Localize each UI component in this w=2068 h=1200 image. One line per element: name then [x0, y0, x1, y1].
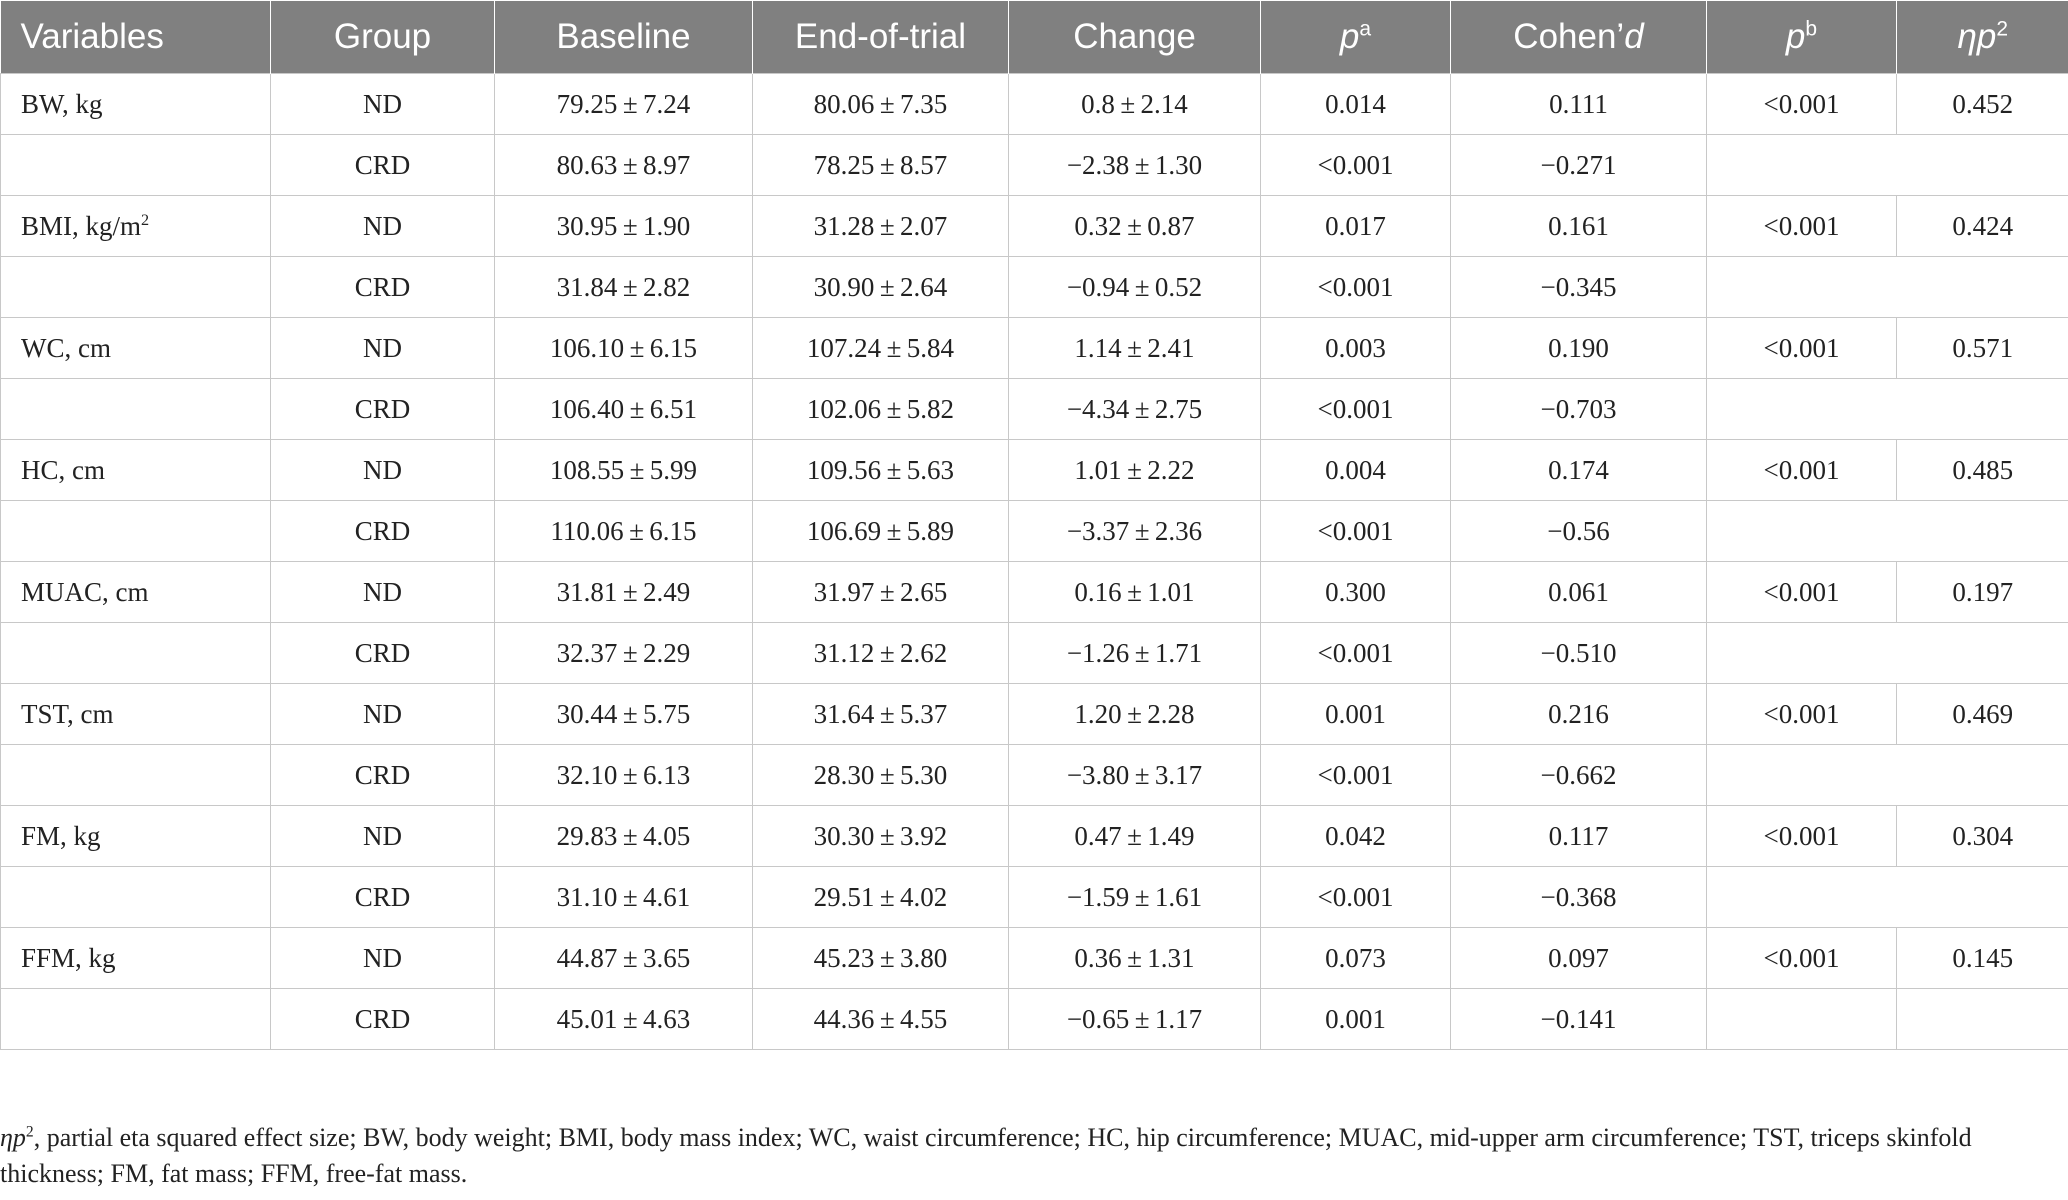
- p-b-cell: <0.001: [1707, 684, 1897, 745]
- baseline-cell: 29.83 ± 4.05: [495, 806, 753, 867]
- change-cell: −4.34 ± 2.75: [1009, 379, 1261, 440]
- header-variables: Variables: [1, 1, 271, 74]
- p-a-cell: 0.004: [1261, 440, 1451, 501]
- p-a-cell: <0.001: [1261, 867, 1451, 928]
- eta-p-squared-cell-empty: [1897, 257, 2068, 318]
- variable-cell: MUAC, cm: [1, 562, 271, 623]
- cohen-d-cell: 0.161: [1451, 196, 1707, 257]
- change-cell: −0.65 ± 1.17: [1009, 989, 1261, 1050]
- eta-p-squared-cell-empty: [1897, 745, 2068, 806]
- eta-p-squared-cell-empty: [1897, 379, 2068, 440]
- p-a-cell: 0.042: [1261, 806, 1451, 867]
- change-cell: −3.80 ± 3.17: [1009, 745, 1261, 806]
- table-row-crd: [1, 623, 2068, 684]
- table-row-nd: [1, 74, 2068, 135]
- group-cell: ND: [271, 318, 495, 379]
- cohen-d-cell: 0.174: [1451, 440, 1707, 501]
- end-of-trial-cell: 28.30 ± 5.30: [753, 745, 1009, 806]
- variable-cell-empty: [1, 135, 271, 196]
- group-cell: CRD: [271, 257, 495, 318]
- baseline-cell: 30.95 ± 1.90: [495, 196, 753, 257]
- change-cell: 0.8 ± 2.14: [1009, 74, 1261, 135]
- p-b-cell: <0.001: [1707, 74, 1897, 135]
- eta-p-squared-cell: 0.452: [1897, 74, 2068, 135]
- cohen-d-cell: 0.061: [1451, 562, 1707, 623]
- variable-cell-empty: [1, 501, 271, 562]
- p-b-cell-empty: [1707, 989, 1897, 1050]
- table-body: [1, 74, 2068, 1050]
- baseline-cell: 80.63 ± 8.97: [495, 135, 753, 196]
- p-b-cell-empty: [1707, 867, 1897, 928]
- baseline-cell: 45.01 ± 4.63: [495, 989, 753, 1050]
- change-cell: 0.32 ± 0.87: [1009, 196, 1261, 257]
- p-a-cell: <0.001: [1261, 623, 1451, 684]
- table-row-crd: [1, 989, 2068, 1050]
- group-cell: ND: [271, 684, 495, 745]
- table-row-crd: [1, 135, 2068, 196]
- table-row-nd: [1, 440, 2068, 501]
- p-b-cell-empty: [1707, 379, 1897, 440]
- cohen-d-cell: 0.117: [1451, 806, 1707, 867]
- change-cell: −1.59 ± 1.61: [1009, 867, 1261, 928]
- change-cell: 1.14 ± 2.41: [1009, 318, 1261, 379]
- cohen-d-cell: 0.097: [1451, 928, 1707, 989]
- group-cell: ND: [271, 196, 495, 257]
- eta-p-squared-cell: 0.145: [1897, 928, 2068, 989]
- p-b-cell-empty: [1707, 501, 1897, 562]
- table-row-crd: [1, 501, 2068, 562]
- group-cell: ND: [271, 806, 495, 867]
- change-cell: −1.26 ± 1.71: [1009, 623, 1261, 684]
- eta-p-squared-cell: 0.485: [1897, 440, 2068, 501]
- eta-p-squared-cell-empty: [1897, 989, 2068, 1050]
- p-b-cell: <0.001: [1707, 806, 1897, 867]
- p-b-cell-empty: [1707, 623, 1897, 684]
- table-row-nd: [1, 196, 2068, 257]
- variable-cell-empty: [1, 257, 271, 318]
- variable-cell-empty: [1, 867, 271, 928]
- variable-cell: BW, kg: [1, 74, 271, 135]
- variable-cell-empty: [1, 989, 271, 1050]
- end-of-trial-cell: 30.90 ± 2.64: [753, 257, 1009, 318]
- variable-cell: WC, cm: [1, 318, 271, 379]
- table-row-nd: [1, 806, 2068, 867]
- end-of-trial-cell: 31.64 ± 5.37: [753, 684, 1009, 745]
- cohen-d-cell: −0.141: [1451, 989, 1707, 1050]
- p-a-cell: 0.300: [1261, 562, 1451, 623]
- baseline-cell: 44.87 ± 3.65: [495, 928, 753, 989]
- end-of-trial-cell: 109.56 ± 5.63: [753, 440, 1009, 501]
- eta-p-squared-cell-empty: [1897, 135, 2068, 196]
- header-group: Group: [271, 1, 495, 74]
- eta-p-squared-cell-empty: [1897, 867, 2068, 928]
- end-of-trial-cell: 31.12 ± 2.62: [753, 623, 1009, 684]
- p-b-cell-empty: [1707, 745, 1897, 806]
- header-change: Change: [1009, 1, 1261, 74]
- change-cell: 1.01 ± 2.22: [1009, 440, 1261, 501]
- table-footnote: $\eta p^2$, partial eta squared effect size; BW, body weight; BMI, body mass index; WC, waist circumference; HC, hip circumference; MUAC, mid-upper arm circumference; TST, triceps skinfold thickness; FM, fat mass; FFM, free-fat mass.: [0, 1123, 1972, 1188]
- cohen-d-cell: 0.190: [1451, 318, 1707, 379]
- p-a-cell: 0.017: [1261, 196, 1451, 257]
- cohen-d-cell: 0.216: [1451, 684, 1707, 745]
- header-row: [1, 1, 2068, 74]
- cohen-d-cell: −0.662: [1451, 745, 1707, 806]
- baseline-cell: 79.25 ± 7.24: [495, 74, 753, 135]
- cohen-d-cell: −0.703: [1451, 379, 1707, 440]
- table-row-crd: [1, 867, 2068, 928]
- eta-p-squared-cell: 0.571: [1897, 318, 2068, 379]
- baseline-cell: 30.44 ± 5.75: [495, 684, 753, 745]
- baseline-cell: 31.81 ± 2.49: [495, 562, 753, 623]
- group-cell: CRD: [271, 135, 495, 196]
- p-b-cell-empty: [1707, 135, 1897, 196]
- end-of-trial-cell: 45.23 ± 3.80: [753, 928, 1009, 989]
- end-of-trial-cell: 44.36 ± 4.55: [753, 989, 1009, 1050]
- p-a-cell: 0.001: [1261, 989, 1451, 1050]
- change-cell: 0.36 ± 1.31: [1009, 928, 1261, 989]
- group-cell: ND: [271, 928, 495, 989]
- p-b-cell: <0.001: [1707, 928, 1897, 989]
- change-cell: 0.16 ± 1.01: [1009, 562, 1261, 623]
- p-a-cell: <0.001: [1261, 745, 1451, 806]
- header-p-b: $p^b$: [1707, 1, 1897, 74]
- header-cohen-d: Cohen’d: [1451, 1, 1707, 74]
- end-of-trial-cell: 29.51 ± 4.02: [753, 867, 1009, 928]
- variable-cell-empty: [1, 745, 271, 806]
- baseline-cell: 32.37 ± 2.29: [495, 623, 753, 684]
- change-cell: −2.38 ± 1.30: [1009, 135, 1261, 196]
- p-a-cell: <0.001: [1261, 379, 1451, 440]
- header-p-a: $p^a$: [1261, 1, 1451, 74]
- p-b-cell-empty: [1707, 257, 1897, 318]
- group-cell: CRD: [271, 867, 495, 928]
- eta-p-squared-cell-empty: [1897, 623, 2068, 684]
- p-b-cell: <0.001: [1707, 196, 1897, 257]
- table-row-nd: [1, 684, 2068, 745]
- p-a-cell: <0.001: [1261, 135, 1451, 196]
- variable-cell-empty: [1, 379, 271, 440]
- end-of-trial-cell: 31.28 ± 2.07: [753, 196, 1009, 257]
- cohen-d-cell: −0.56: [1451, 501, 1707, 562]
- cohen-d-cell: 0.111: [1451, 74, 1707, 135]
- header-eta-p-squared: $\eta p^2$: [1897, 1, 2068, 74]
- end-of-trial-cell: 31.97 ± 2.65: [753, 562, 1009, 623]
- group-cell: ND: [271, 440, 495, 501]
- end-of-trial-cell: 107.24 ± 5.84: [753, 318, 1009, 379]
- baseline-cell: 106.40 ± 6.51: [495, 379, 753, 440]
- table-row-nd: [1, 318, 2068, 379]
- table-row-crd: [1, 379, 2068, 440]
- end-of-trial-cell: 78.25 ± 8.57: [753, 135, 1009, 196]
- change-cell: −3.37 ± 2.36: [1009, 501, 1261, 562]
- p-a-cell: <0.001: [1261, 501, 1451, 562]
- group-cell: CRD: [271, 623, 495, 684]
- table-row-crd: [1, 745, 2068, 806]
- eta-p-squared-cell: 0.197: [1897, 562, 2068, 623]
- eta-p-squared-cell: 0.304: [1897, 806, 2068, 867]
- end-of-trial-cell: 80.06 ± 7.35: [753, 74, 1009, 135]
- baseline-cell: 110.06 ± 6.15: [495, 501, 753, 562]
- cohen-d-cell: −0.271: [1451, 135, 1707, 196]
- baseline-cell: 108.55 ± 5.99: [495, 440, 753, 501]
- end-of-trial-cell: 106.69 ± 5.89: [753, 501, 1009, 562]
- table-row-nd: [1, 928, 2068, 989]
- group-cell: CRD: [271, 989, 495, 1050]
- variable-cell: FFM, kg: [1, 928, 271, 989]
- cohen-d-cell: −0.510: [1451, 623, 1707, 684]
- table-row-crd: [1, 257, 2068, 318]
- group-cell: CRD: [271, 379, 495, 440]
- p-a-cell: <0.001: [1261, 257, 1451, 318]
- group-cell: ND: [271, 562, 495, 623]
- p-a-cell: 0.073: [1261, 928, 1451, 989]
- eta-p-squared-cell: 0.424: [1897, 196, 2068, 257]
- header-end-of-trial: End-of-trial: [753, 1, 1009, 74]
- change-cell: 1.20 ± 2.28: [1009, 684, 1261, 745]
- change-cell: 0.47 ± 1.49: [1009, 806, 1261, 867]
- p-b-cell: <0.001: [1707, 440, 1897, 501]
- baseline-cell: 106.10 ± 6.15: [495, 318, 753, 379]
- p-a-cell: 0.003: [1261, 318, 1451, 379]
- header-baseline: Baseline: [495, 1, 753, 74]
- variable-cell-empty: [1, 623, 271, 684]
- variable-cell: HC, cm: [1, 440, 271, 501]
- p-a-cell: 0.014: [1261, 74, 1451, 135]
- p-b-cell: <0.001: [1707, 318, 1897, 379]
- change-cell: −0.94 ± 0.52: [1009, 257, 1261, 318]
- baseline-cell: 31.10 ± 4.61: [495, 867, 753, 928]
- p-b-cell: <0.001: [1707, 562, 1897, 623]
- table-row-nd: [1, 562, 2068, 623]
- end-of-trial-cell: 30.30 ± 3.92: [753, 806, 1009, 867]
- eta-p-squared-cell-empty: [1897, 501, 2068, 562]
- cohen-d-cell: −0.345: [1451, 257, 1707, 318]
- p-a-cell: 0.001: [1261, 684, 1451, 745]
- eta-p-squared-cell: 0.469: [1897, 684, 2068, 745]
- variable-cell: TST, cm: [1, 684, 271, 745]
- baseline-cell: 32.10 ± 6.13: [495, 745, 753, 806]
- baseline-cell: 31.84 ± 2.82: [495, 257, 753, 318]
- group-cell: CRD: [271, 501, 495, 562]
- group-cell: ND: [271, 74, 495, 135]
- cohen-d-cell: −0.368: [1451, 867, 1707, 928]
- end-of-trial-cell: 102.06 ± 5.82: [753, 379, 1009, 440]
- variable-cell: FM, kg: [1, 806, 271, 867]
- group-cell: CRD: [271, 745, 495, 806]
- variable-cell: BMI, $kg/m^2$: [1, 196, 271, 257]
